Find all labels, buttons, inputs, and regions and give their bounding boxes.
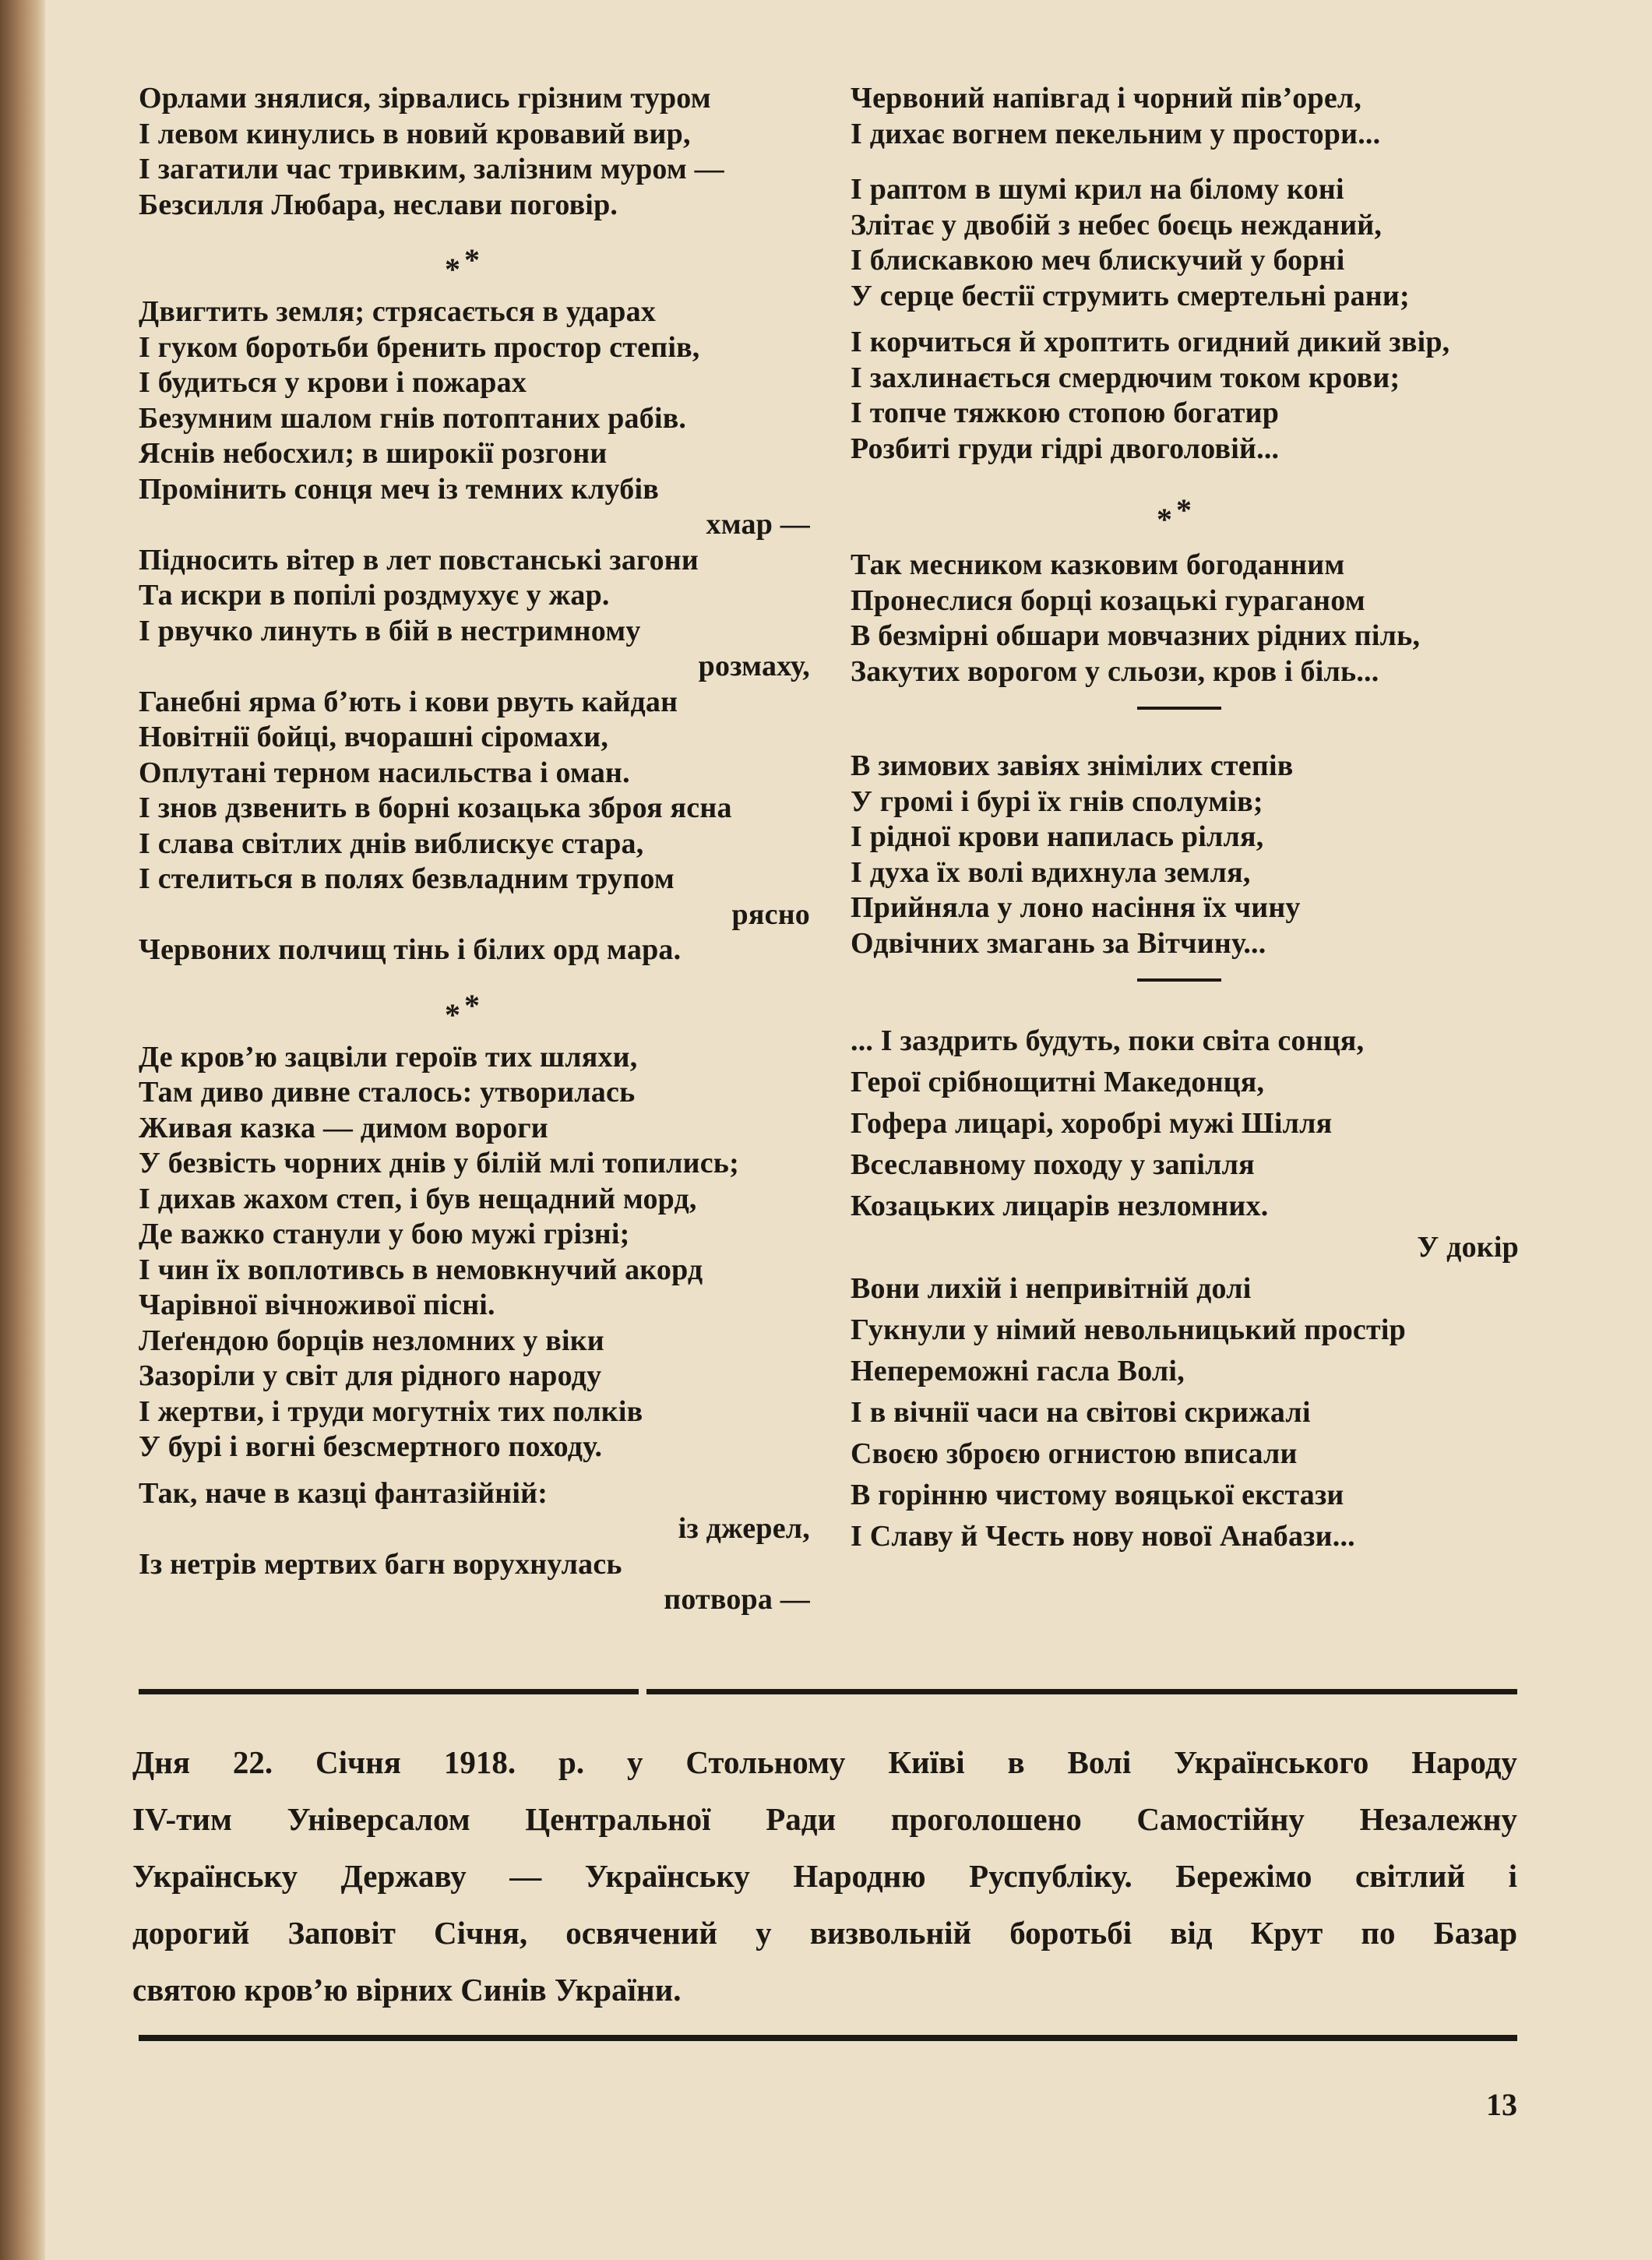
- section-divider: [1137, 978, 1221, 982]
- poem-line: Ганебні ярма б’ють і кови рвуть кайдан: [139, 685, 678, 718]
- page-number: 13: [1486, 2087, 1517, 2122]
- poem-line: І левом кинулись в новий кровавий вир,: [139, 117, 691, 150]
- stanza: [851, 749, 1519, 961]
- poem-line: У громі і бурі їх гнів сполумів;: [851, 784, 1263, 818]
- stanza: [851, 81, 1519, 152]
- poem-line: У безвість чорних днів у білій млі топились;: [139, 1147, 739, 1179]
- poem-line: І гуком боротьби бренить простор степів,: [139, 330, 700, 364]
- poem-line: І корчиться й хроптить огидний дикий звір,: [851, 326, 1450, 358]
- poem-line: Козацьких лицарів незломних.: [851, 1190, 1269, 1222]
- poem-line: У серце бестії струмить смертельні рани;: [851, 279, 1410, 312]
- poem-line: Герої срібнощитні Македонця,: [851, 1066, 1265, 1098]
- poem-line: Зазоріли у світ для рідного народу: [139, 1359, 602, 1392]
- poem-line: Червоних полчищ тінь і білих орд мара.: [139, 933, 682, 966]
- asterism-divider: [851, 467, 1519, 548]
- poem-line: І духа їх волі вдихнула земля,: [851, 855, 1251, 889]
- asterism-divider: [139, 968, 810, 1040]
- poem-line: Гофера лицарі, хоробрі мужі Шілля: [851, 1107, 1333, 1140]
- poem-line: Живая казка — димом вороги: [139, 1111, 548, 1144]
- section-divider: [1137, 707, 1221, 710]
- poem-line: Так месником казковим богоданним: [851, 548, 1345, 581]
- poem-line: Промінить сонця меч із темних клубів: [139, 472, 659, 506]
- poem-line: І Славу й Честь нову нової Анабази...: [851, 1520, 1355, 1553]
- poem-line: В зимових завіях знімілих степів: [851, 749, 1294, 782]
- poem-right-column: [851, 81, 1519, 1557]
- stanza: [851, 325, 1519, 467]
- poem-line: І рідної крови напилась рілля,: [851, 820, 1264, 853]
- top-rule: [139, 1689, 1517, 1694]
- poem-line: Червоний напівгад і чорний пів’орел,: [851, 82, 1362, 115]
- poem-line: Там диво дивне сталось: утворилась: [139, 1076, 636, 1109]
- poem-line: В безмірні обшари мовчазних рідних піль,: [851, 619, 1421, 652]
- poem-line-continuation: потвора —: [664, 1583, 810, 1616]
- poem-line: І загатили час тривким, залізним муром —: [139, 153, 724, 185]
- stanza: [851, 548, 1519, 689]
- poem-line: Всеславному походу у запілля: [851, 1148, 1255, 1181]
- declaration-line: Українську Державу — Українську Народню Руспубліку. Бережімо світлий і: [132, 1858, 1517, 1894]
- poem-line: Безумним шалом гнів потоптаних рабів.: [139, 401, 687, 435]
- book-spine-shadow: [0, 0, 45, 2260]
- poem-line: Леґендою борців незломних у віки: [139, 1324, 604, 1357]
- poem-line: Закутих ворогом у сльози, кров і біль...: [851, 654, 1379, 688]
- stanza: [139, 1476, 810, 1618]
- poem-line: І чин їх воплотивсь в немовкнучий акорд: [139, 1253, 703, 1286]
- poem-line: В горінню чистому вояцької екстази: [851, 1479, 1344, 1511]
- poem-line: ... І заздрить будуть, поки світа сонця,: [851, 1024, 1365, 1057]
- declaration-line: Дня 22. Січня 1918. р. у Стольному Київі в Волі Українського Народу: [132, 1744, 1517, 1780]
- poem-left-column: [139, 81, 810, 1618]
- poem-line: І будиться у крови і пожарах: [139, 366, 527, 399]
- poem-line: І захлинається смердючим током крови;: [851, 361, 1400, 394]
- poem-line: Безсилля Любара, неслави поговір.: [139, 188, 618, 221]
- poem-line: Із нетрів мертвих багн ворухнулась: [139, 1547, 622, 1581]
- poem-line: Де кров’ю зацвіли героїв тих шляхи,: [139, 1040, 638, 1074]
- poem-line: І дихає вогнем пекельним у простори...: [851, 117, 1381, 150]
- poem-line: І рвучко линуть в бій в нестримному: [139, 614, 641, 647]
- poem-line-continuation: У докір: [1417, 1231, 1519, 1264]
- poem-line: Яснів небосхил; в широкії розгони: [139, 437, 608, 470]
- poem-line: Одвічних змагань за Вітчину...: [851, 926, 1266, 960]
- poem-line: Злітає у двобій з небес боєць нежданий,: [851, 208, 1383, 242]
- declaration-line: святою кров’ю вірних Синів України.: [132, 1972, 682, 2008]
- declaration-paragraph: [132, 1734, 1517, 2018]
- stanza: [851, 1021, 1519, 1557]
- poem-line-continuation: рясно: [731, 897, 810, 931]
- poem-line: І топче тяжкою стопою богатир: [851, 397, 1280, 429]
- declaration-line: дорогий Заповіт Січня, освячений у визвольній боротьбі від Крут по Базар: [132, 1915, 1517, 1951]
- poem-line: Де важко станули у бою мужі грізні;: [139, 1218, 630, 1250]
- bottom-rule: [139, 2035, 1517, 2041]
- declaration-line: IV-тим Універсалом Центральної Ради проголошено Самостійну Незалежну: [132, 1801, 1517, 1837]
- poem-line: І блискавкою меч блискучий у борні: [851, 244, 1345, 277]
- asterism-divider: [139, 223, 810, 294]
- poem-line: Прийняла у лоно насіння їх чину: [851, 891, 1301, 924]
- poem-line: І знов дзвенить в борні козацька зброя ясна: [139, 792, 732, 824]
- poem-line: Розбиті груди гідрі двоголовій...: [851, 432, 1280, 465]
- asterisk: *: [464, 987, 481, 1023]
- asterisk: *: [445, 996, 461, 1032]
- asterisk: *: [1157, 502, 1173, 537]
- poem-line: Непереможні гасла Волі,: [851, 1355, 1185, 1387]
- poem-line: Вони лихій і непривітній долі: [851, 1272, 1252, 1305]
- poem-line: Гукнули у німий невольницький простір: [851, 1313, 1406, 1346]
- asterisk: *: [445, 252, 461, 287]
- stanza: [139, 294, 810, 968]
- stanza: [851, 172, 1519, 314]
- poem-line-continuation: розмаху,: [698, 650, 810, 682]
- poem-line: І стелиться в полях безвладним трупом: [139, 862, 675, 895]
- poem-line: Новітнії бойці, вчорашні сіромахи,: [139, 721, 609, 753]
- stanza: [139, 81, 810, 223]
- poem-line-continuation: із джерел,: [678, 1512, 810, 1545]
- poem-line: І жертви, і труди могутніх тих полків: [139, 1394, 643, 1428]
- poem-line: Орлами знялися, зірвались грізним туром: [139, 82, 711, 115]
- poem-line-continuation: хмар —: [706, 508, 810, 541]
- poem-line: Чарівної вічноживої пісні.: [139, 1289, 495, 1321]
- poem-line: І дихав жахом степ, і був нещадний морд,: [139, 1182, 697, 1215]
- poem-line: Так, наче в казці фантазійній:: [139, 1476, 548, 1510]
- poem-line: І в вічнії часи на світові скрижалі: [851, 1396, 1311, 1429]
- asterisk: *: [464, 242, 481, 277]
- poem-line: У бурі і вогні безсмертного походу.: [139, 1430, 603, 1463]
- poem-line: Оплутані терном насильства і оман.: [139, 756, 630, 789]
- poem-line: Пронеслися борці козацькі гураганом: [851, 584, 1365, 617]
- poem-line: І раптом в шумі крил на білому коні: [851, 173, 1344, 206]
- asterisk: *: [1176, 492, 1192, 527]
- poem-line: Та искри в попілі роздмухує у жар.: [139, 579, 610, 612]
- poem-line: І слава світлих днів виблискує стара,: [139, 827, 644, 860]
- stanza: [139, 1040, 810, 1465]
- poem-line: Двигтить земля; стрясається в ударах: [139, 295, 656, 328]
- poem-line: Підносить вітер в лет повстанські загони: [139, 543, 699, 576]
- poem-line: Своєю зброєю огнистою вписали: [851, 1437, 1298, 1470]
